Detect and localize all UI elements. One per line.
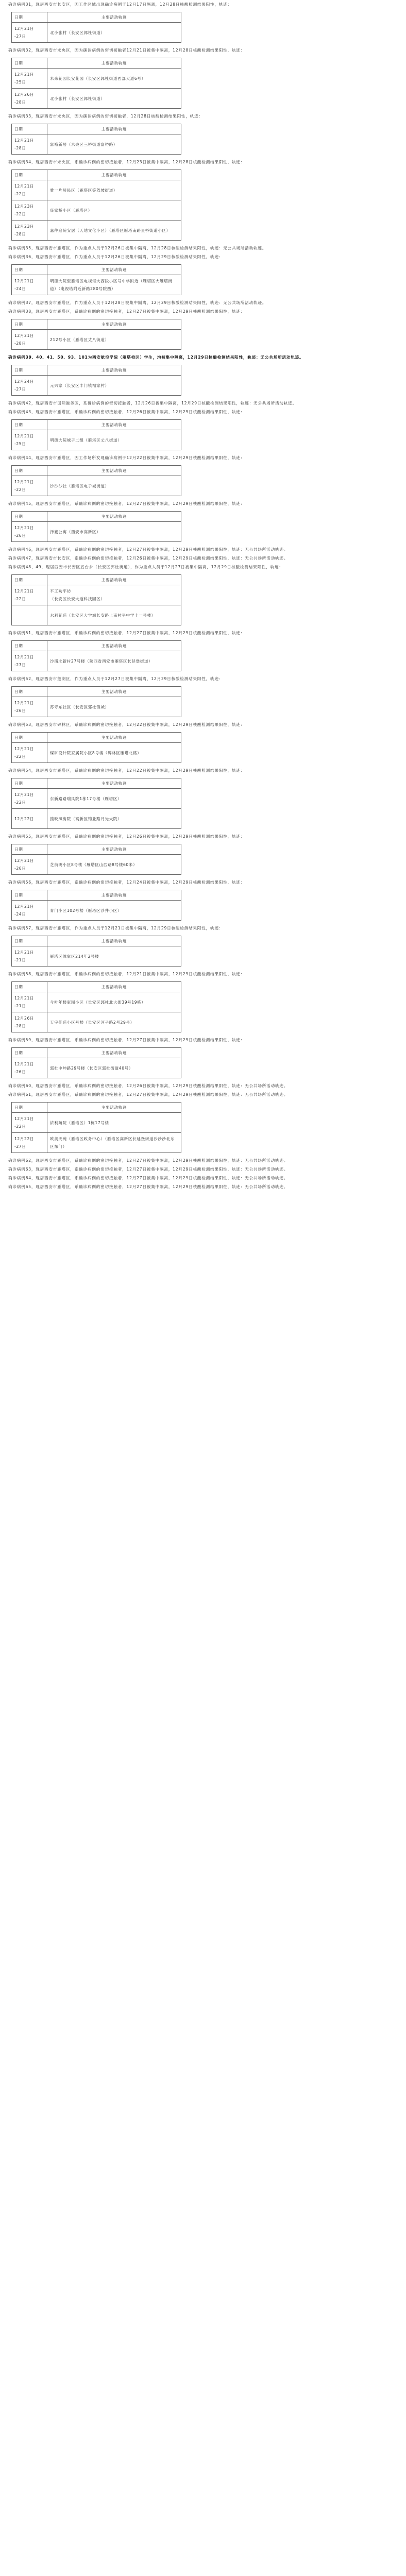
case-paragraph: 确诊病例38，现居西安市雁塔区，系确诊病例的密切接触者，12月27日被集中隔离，12月29日核酸检测结果阳性，轨迹： — [8, 309, 245, 314]
column-header-trajectory: 主要活动轨迹 — [47, 575, 181, 585]
trajectory-cell: 浓利苑院（雁塔区）1栋17号楼 — [47, 1113, 181, 1133]
table-row — [12, 23, 181, 43]
column-header-trajectory: 主要活动轨迹 — [47, 512, 181, 522]
date-cell: 12月26日 -28日 — [12, 1012, 47, 1032]
case-paragraph: 确诊病例61，现居西安市雁塔区，系确诊病例的密切接触者，12月27日被集中隔离，12月29日核酸检测结果阳性，轨迹：无公共场所活动轨迹。 — [8, 1092, 289, 1097]
table-row — [12, 330, 181, 350]
column-header-date: 日期 — [12, 641, 47, 651]
trajectory-cell: 水利花苑（长安区大学城长安路上南村平中学十一号楼） — [47, 605, 181, 625]
case-paragraph: 确诊病例44，现居西安市雁塔区，因工作场所发现确诊病例于12月22日被集中隔离，12月29日核酸检测结果阳性，轨迹： — [8, 455, 245, 460]
case-paragraph: 确诊病例52，现居西安市莲湖区，作为重点人员于12月27日被集中隔离，12月29日核酸检测结果阳性，轨迹： — [8, 676, 224, 681]
trajectory-table — [11, 170, 181, 241]
trajectory-table — [11, 981, 181, 1032]
case-paragraph: 确诊病例31，现居西安市长安区，因工作区域出现确诊病例于12月17日隔离，12月28日核酸检测结果阳性，轨迹： — [8, 2, 232, 7]
trajectory-cell: 明德大院城子二组（雁塔区丈八街道） — [47, 430, 181, 450]
date-cell: 12月21日 -22日 — [12, 180, 47, 200]
trajectory-cell: 东新路路瑞风院1栋17号楼（雁塔区） — [47, 789, 181, 809]
table-row — [12, 605, 181, 625]
date-cell: 12月21日 -28日 — [12, 330, 47, 350]
column-header-trajectory: 主要活动轨迹 — [47, 58, 181, 69]
column-header-date: 日期 — [12, 170, 47, 180]
column-header-trajectory: 主要活动轨迹 — [47, 466, 181, 476]
column-header-date: 日期 — [12, 58, 47, 69]
column-header-trajectory: 主要活动轨迹 — [47, 12, 181, 23]
date-cell: 12月21日 -28日 — [12, 134, 47, 155]
date-cell: 12月22日 -27日 — [12, 1133, 47, 1153]
column-header-trajectory: 主要活动轨迹 — [47, 265, 181, 275]
trajectory-cell: 元兴家（长安区丰门镇福家村） — [47, 376, 181, 396]
date-cell: 12月22日 — [12, 809, 47, 829]
date-cell: 12月21日 -21日 — [12, 992, 47, 1012]
table-row — [12, 946, 181, 967]
trajectory-table — [11, 844, 181, 875]
table-row — [12, 1133, 181, 1153]
table-row — [12, 901, 181, 921]
column-header-date: 日期 — [12, 890, 47, 901]
trajectory-table — [11, 890, 181, 921]
trajectory-cell: 明德大院至雁塔区电视塔大西段小区号中学附近（雁塔区大雁塔街道）（电视塔附近新路280号院西） — [47, 275, 181, 295]
case-paragraph: 确诊病例63，现居西安市雁塔区，系确诊病例的密切接触者，12月27日被集中隔离，12月29日核酸检测结果阳性，轨迹：无公共场所活动轨迹。 — [8, 1167, 289, 1172]
case-paragraph: 确诊病例60，现居西安市雁塔区，系确诊病例的密切接触者，12月26日被集中隔离，12月29日核酸检测结果阳性，轨迹：无公共场所活动轨迹。 — [8, 1083, 289, 1088]
trajectory-cell: 北小张村（长安区郭杜街道） — [47, 89, 181, 109]
table-header-row — [12, 936, 181, 946]
column-header-date: 日期 — [12, 778, 47, 789]
date-cell: 12月21日 -24日 — [12, 901, 47, 921]
trajectory-cell: 沙浦北新村27号楼（陕西省西安市雁塔区长延堡街道） — [47, 651, 181, 671]
table-row — [12, 1113, 181, 1133]
trajectory-table — [11, 58, 181, 109]
trajectory-cell: 郭杜中坤路29号楼（长安区郭杜街道40号） — [47, 1058, 181, 1078]
column-header-date: 日期 — [12, 319, 47, 330]
table-header-row — [12, 575, 181, 585]
trajectory-table — [11, 511, 181, 542]
trajectory-cell: 平工功平坊 （长安区长安大道科技园区） — [47, 585, 181, 605]
date-cell: 12月21日 -22日 — [12, 789, 47, 809]
column-header-trajectory: 主要活动轨迹 — [47, 890, 181, 901]
column-header-trajectory: 主要活动轨迹 — [47, 733, 181, 743]
column-header-date: 日期 — [12, 575, 47, 585]
date-cell: 12月21日 -26日 — [12, 522, 47, 542]
table-row — [12, 522, 181, 542]
case-paragraph: 确诊病例39、40、41、50、93、101为西安航空学院（雁塔校区）学生，均被集中隔离，12月29日核酸检测结果阳性，轨迹：无公共场所活动轨迹。 — [8, 355, 304, 360]
date-cell: 12月23日 -22日 — [12, 200, 47, 221]
trajectory-table — [11, 465, 181, 496]
table-header-row — [12, 170, 181, 180]
trajectory-table — [11, 12, 181, 43]
case-paragraph: 确诊病例48、49，现居西安市长安区五台乡（长安区郭杜街道），作为重点人员于12月27日被集中隔离，12月29日核酸检测结果阳性，轨迹： — [8, 565, 283, 569]
date-cell: 12月21日 -25日 — [12, 430, 47, 450]
table-row — [12, 134, 181, 155]
table-row — [12, 1012, 181, 1032]
column-header-trajectory: 主要活动轨迹 — [47, 420, 181, 430]
table-header-row — [12, 778, 181, 789]
trajectory-table — [11, 778, 181, 829]
case-paragraph: 确诊病例43，现居西安市雁塔区，系确诊病例的密切接触者，12月26日被集中隔离，12月29日核酸检测结果阳性，轨迹： — [8, 410, 245, 414]
case-paragraph: 确诊病例62，现居西安市雁塔区，系确诊病例的密切接触者，12月27日被集中隔离，12月29日核酸检测结果阳性，轨迹：无公共场所活动轨迹。 — [8, 1158, 289, 1163]
column-header-trajectory: 主要活动轨迹 — [47, 844, 181, 855]
column-header-date: 日期 — [12, 124, 47, 134]
case-paragraph: 确诊病例46，现居西安市雁塔区，系确诊病例的密切接触者，12月27日被集中隔离，12月29日核酸检测结果阳性，轨迹：无公共场所活动轨迹。 — [8, 547, 289, 552]
case-paragraph: 确诊病例58，现居西安市雁塔区，系确诊病例的密切接触者，12月21日被集中隔离，12月29日核酸检测结果阳性，轨迹： — [8, 972, 245, 976]
table-header-row — [12, 687, 181, 697]
table-row — [12, 476, 181, 496]
column-header-trajectory: 主要活动轨迹 — [47, 124, 181, 134]
trajectory-cell: 天宇佳苑小区号楼（长安区河子路2号29号） — [47, 1012, 181, 1032]
trajectory-table — [11, 264, 181, 295]
trajectory-cell: 青门小区102号楼（雁塔区沙井小区） — [47, 901, 181, 921]
document-body — [0, 0, 406, 1191]
case-paragraph: 确诊病例51，现居西安市雁塔区，系确诊病例的密切接触者，12月27日被集中隔离，12月29日核酸检测结果阳性，轨迹： — [8, 631, 245, 635]
date-cell — [12, 605, 47, 625]
trajectory-table — [11, 319, 181, 350]
case-paragraph: 确诊病例36，现居西安市雁塔区，作为重点人员于12月26日被集中隔离，12月29日核酸检测结果阳性，轨迹： — [8, 255, 224, 259]
case-paragraph: 确诊病例54，现居西安市雁塔区，系确诊病例的密切接触者，12月22日被集中隔离，12月29日核酸检测结果阳性，轨迹： — [8, 768, 245, 773]
trajectory-cell: 揽映照房院（高新区锦业路月光大院） — [47, 809, 181, 829]
table-row — [12, 89, 181, 109]
table-row — [12, 221, 181, 241]
trajectory-table — [11, 936, 181, 967]
table-header-row — [12, 890, 181, 901]
date-cell: 12月21日 -25日 — [12, 69, 47, 89]
date-cell: 12月21日 -22日 — [12, 1113, 47, 1133]
case-paragraph: 确诊病例59，现居西安市雁塔区，系确诊病例的密切接触者，12月27日被集中隔离，12月29日核酸检测结果阳性，轨迹： — [8, 1038, 245, 1042]
table-row — [12, 855, 181, 875]
trajectory-cell: 泽豪公寓（西安市高新区） — [47, 522, 181, 542]
date-cell: 12月26日 -28日 — [12, 89, 47, 109]
table-row — [12, 275, 181, 295]
table-header-row — [12, 733, 181, 743]
trajectory-cell: 嘉仲庭院安居（天地文化小区）（雁塔区雁塔南路星桥街道小区） — [47, 221, 181, 241]
trajectory-cell: 苏寺东社区（长安区郭杜镇城） — [47, 697, 181, 717]
case-paragraph: 确诊病例35，现居西安市雁塔区，作为重点人员于12月26日被集中隔离，12月28日核酸检测结果阳性，轨迹：无公共场所活动轨迹。 — [8, 246, 267, 250]
column-header-trajectory: 主要活动轨迹 — [47, 170, 181, 180]
table-header-row — [12, 982, 181, 992]
case-paragraph: 确诊病例33，现居西安市未央区，因为确诊病例的密切接触者，12月28日核酸检测结果阳性，轨迹： — [8, 114, 203, 118]
trajectory-table — [11, 124, 181, 155]
trajectory-cell: 欧美天苑（雁塔区政务中心）（雁塔区高新区长延堡街道沙沙沙北东区东门） — [47, 1133, 181, 1153]
trajectory-table — [11, 365, 181, 396]
trajectory-cell: 未来花园长安花园（长安区郭杜街道西部大道6号） — [47, 69, 181, 89]
date-cell: 12月23日 -28日 — [12, 221, 47, 241]
table-header-row — [12, 12, 181, 23]
trajectory-table — [11, 419, 181, 450]
trajectory-table — [11, 1102, 181, 1153]
table-header-row — [12, 124, 181, 134]
table-row — [12, 376, 181, 396]
case-paragraph: 确诊病例55，现居西安市雁塔区，系确诊病例的密切接触者，12月26日被集中隔离，12月29日核酸检测结果阳性，轨迹： — [8, 834, 245, 839]
table-header-row — [12, 844, 181, 855]
date-cell: 12月21日 -21日 — [12, 946, 47, 967]
case-paragraph: 确诊病例34，现居西安市未央区，系确诊病例的密切接触者，12月23日被集中隔离，12月28日核酸检测结果阳性，轨迹： — [8, 160, 245, 164]
column-header-trajectory: 主要活动轨迹 — [47, 319, 181, 330]
trajectory-table — [11, 640, 181, 671]
date-cell: 12月21日 -27日 — [12, 23, 47, 43]
date-cell: 12月21日 -26日 — [12, 697, 47, 717]
table-header-row — [12, 1103, 181, 1113]
case-paragraph: 确诊病例42，现居西安市国际港务区，系确诊病例的密切接触者，12月26日被集中隔离，12月29日核酸检测结果阳性，轨迹：无公共场所活动轨迹。 — [8, 401, 297, 405]
column-header-trajectory: 主要活动轨迹 — [47, 1103, 181, 1113]
case-paragraph: 确诊病例53，现居西安市碑林区，系确诊病例的密切接触者，12月22日被集中隔离，12月29日核酸检测结果阳性，轨迹： — [8, 722, 245, 727]
trajectory-table — [11, 574, 181, 625]
date-cell: 12月21日 -22日 — [12, 476, 47, 496]
table-header-row — [12, 1048, 181, 1058]
column-header-date: 日期 — [12, 365, 47, 376]
table-header-row — [12, 466, 181, 476]
column-header-date: 日期 — [12, 687, 47, 697]
case-paragraph: 确诊病例45，现居西安市雁塔区，系确诊病例的密切接触者，12月27日被集中隔离，12月29日核酸检测结果阳性，轨迹： — [8, 501, 245, 506]
case-paragraph: 确诊病例56，现居西安市雁塔区，系确诊病例的密切接触者，12月24日被集中隔离，12月29日核酸检测结果阳性，轨迹： — [8, 880, 245, 885]
column-header-trajectory: 主要活动轨迹 — [47, 365, 181, 376]
table-header-row — [12, 58, 181, 69]
table-row — [12, 430, 181, 450]
table-row — [12, 789, 181, 809]
date-cell: 12月21日 -26日 — [12, 855, 47, 875]
date-cell: 12月21日 -22日 — [12, 743, 47, 763]
case-paragraph: 确诊病例57，现居西安市雁塔区，作为重点人员于12月21日被集中隔离，12月29日核酸检测结果阳性，轨迹： — [8, 926, 224, 930]
table-row — [12, 1058, 181, 1078]
trajectory-cell: 煤矿设计院家属院小区8号楼（碑林区雁塔北路） — [47, 743, 181, 763]
column-header-date: 日期 — [12, 512, 47, 522]
trajectory-cell: 北小张村（长安区郭杜街道） — [47, 23, 181, 43]
column-header-date: 日期 — [12, 936, 47, 946]
table-row — [12, 651, 181, 671]
trajectory-cell: 沙沙沙社（雁塔区电子城街道） — [47, 476, 181, 496]
column-header-trajectory: 主要活动轨迹 — [47, 1048, 181, 1058]
table-header-row — [12, 319, 181, 330]
trajectory-cell: 今叶年楼家园小区（长安区郭杜北大街39号19栋） — [47, 992, 181, 1012]
date-cell: 12月21日 -26日 — [12, 1058, 47, 1078]
column-header-date: 日期 — [12, 1048, 47, 1058]
column-header-date: 日期 — [12, 982, 47, 992]
table-row — [12, 743, 181, 763]
table-row — [12, 200, 181, 221]
table-header-row — [12, 365, 181, 376]
table-header-row — [12, 512, 181, 522]
trajectory-cell: 庞家桥小区（雁塔区） — [47, 200, 181, 221]
case-paragraph: 确诊病例37，现居西安市雁塔区，作为重点人员于12月28日被集中隔离，12月29日核酸检测结果阳性，轨迹：无公共场所活动轨迹。 — [8, 300, 267, 305]
column-header-trajectory: 主要活动轨迹 — [47, 982, 181, 992]
table-row — [12, 69, 181, 89]
trajectory-cell: 雅一片居民区（雁塔区等驾坡街道） — [47, 180, 181, 200]
trajectory-table — [11, 686, 181, 717]
column-header-date: 日期 — [12, 12, 47, 23]
column-header-trajectory: 主要活动轨迹 — [47, 778, 181, 789]
case-paragraph: 确诊病例64，现居西安市雁塔区，系确诊病例的密切接触者，12月27日被集中隔离，12月29日核酸检测结果阳性，轨迹：无公共场所活动轨迹。 — [8, 1176, 289, 1180]
table-row — [12, 992, 181, 1012]
date-cell: 12月21日 -24日 — [12, 275, 47, 295]
date-cell: 12月21日 -22日 — [12, 585, 47, 605]
column-header-date: 日期 — [12, 466, 47, 476]
column-header-trajectory: 主要活动轨迹 — [47, 687, 181, 697]
column-header-date: 日期 — [12, 1103, 47, 1113]
date-cell: 12月24日 -27日 — [12, 376, 47, 396]
column-header-date: 日期 — [12, 844, 47, 855]
column-header-date: 日期 — [12, 733, 47, 743]
table-row — [12, 697, 181, 717]
table-row — [12, 180, 181, 200]
case-paragraph: 确诊病例47，现居西安市长安区，系确诊病例的密切接触者，12月26日被集中隔离，12月29日核酸检测结果阳性，轨迹：无公共场所活动轨迹。 — [8, 556, 289, 561]
case-paragraph: 确诊病例65，现居西安市雁塔区，系确诊病例的密切接触者，12月27日被集中隔离，12月29日核酸检测结果阳性，轨迹：无公共场所活动轨迹。 — [8, 1184, 289, 1189]
case-paragraph: 确诊病例32，现居西安市未央区，因为确诊病例的密切接触者12月21日被集中隔离，12月28日核酸检测结果阳性，轨迹： — [8, 48, 245, 53]
column-header-trajectory: 主要活动轨迹 — [47, 936, 181, 946]
date-cell: 12月21日 -27日 — [12, 651, 47, 671]
table-row — [12, 585, 181, 605]
table-header-row — [12, 420, 181, 430]
trajectory-cell: 富裕新居（未央区三桥街道富裕路） — [47, 134, 181, 155]
trajectory-table — [11, 1047, 181, 1078]
column-header-date: 日期 — [12, 420, 47, 430]
table-row — [12, 809, 181, 829]
trajectory-cell: 212号小区（雁塔区丈八街道） — [47, 330, 181, 350]
trajectory-cell: 芝前明小区8号楼（雁塔区山西路8号楼60米） — [47, 855, 181, 875]
trajectory-cell: 雁塔区漳家区214年2号楼 — [47, 946, 181, 967]
table-header-row — [12, 641, 181, 651]
table-header-row — [12, 265, 181, 275]
column-header-date: 日期 — [12, 265, 47, 275]
trajectory-table — [11, 732, 181, 763]
column-header-trajectory: 主要活动轨迹 — [47, 641, 181, 651]
